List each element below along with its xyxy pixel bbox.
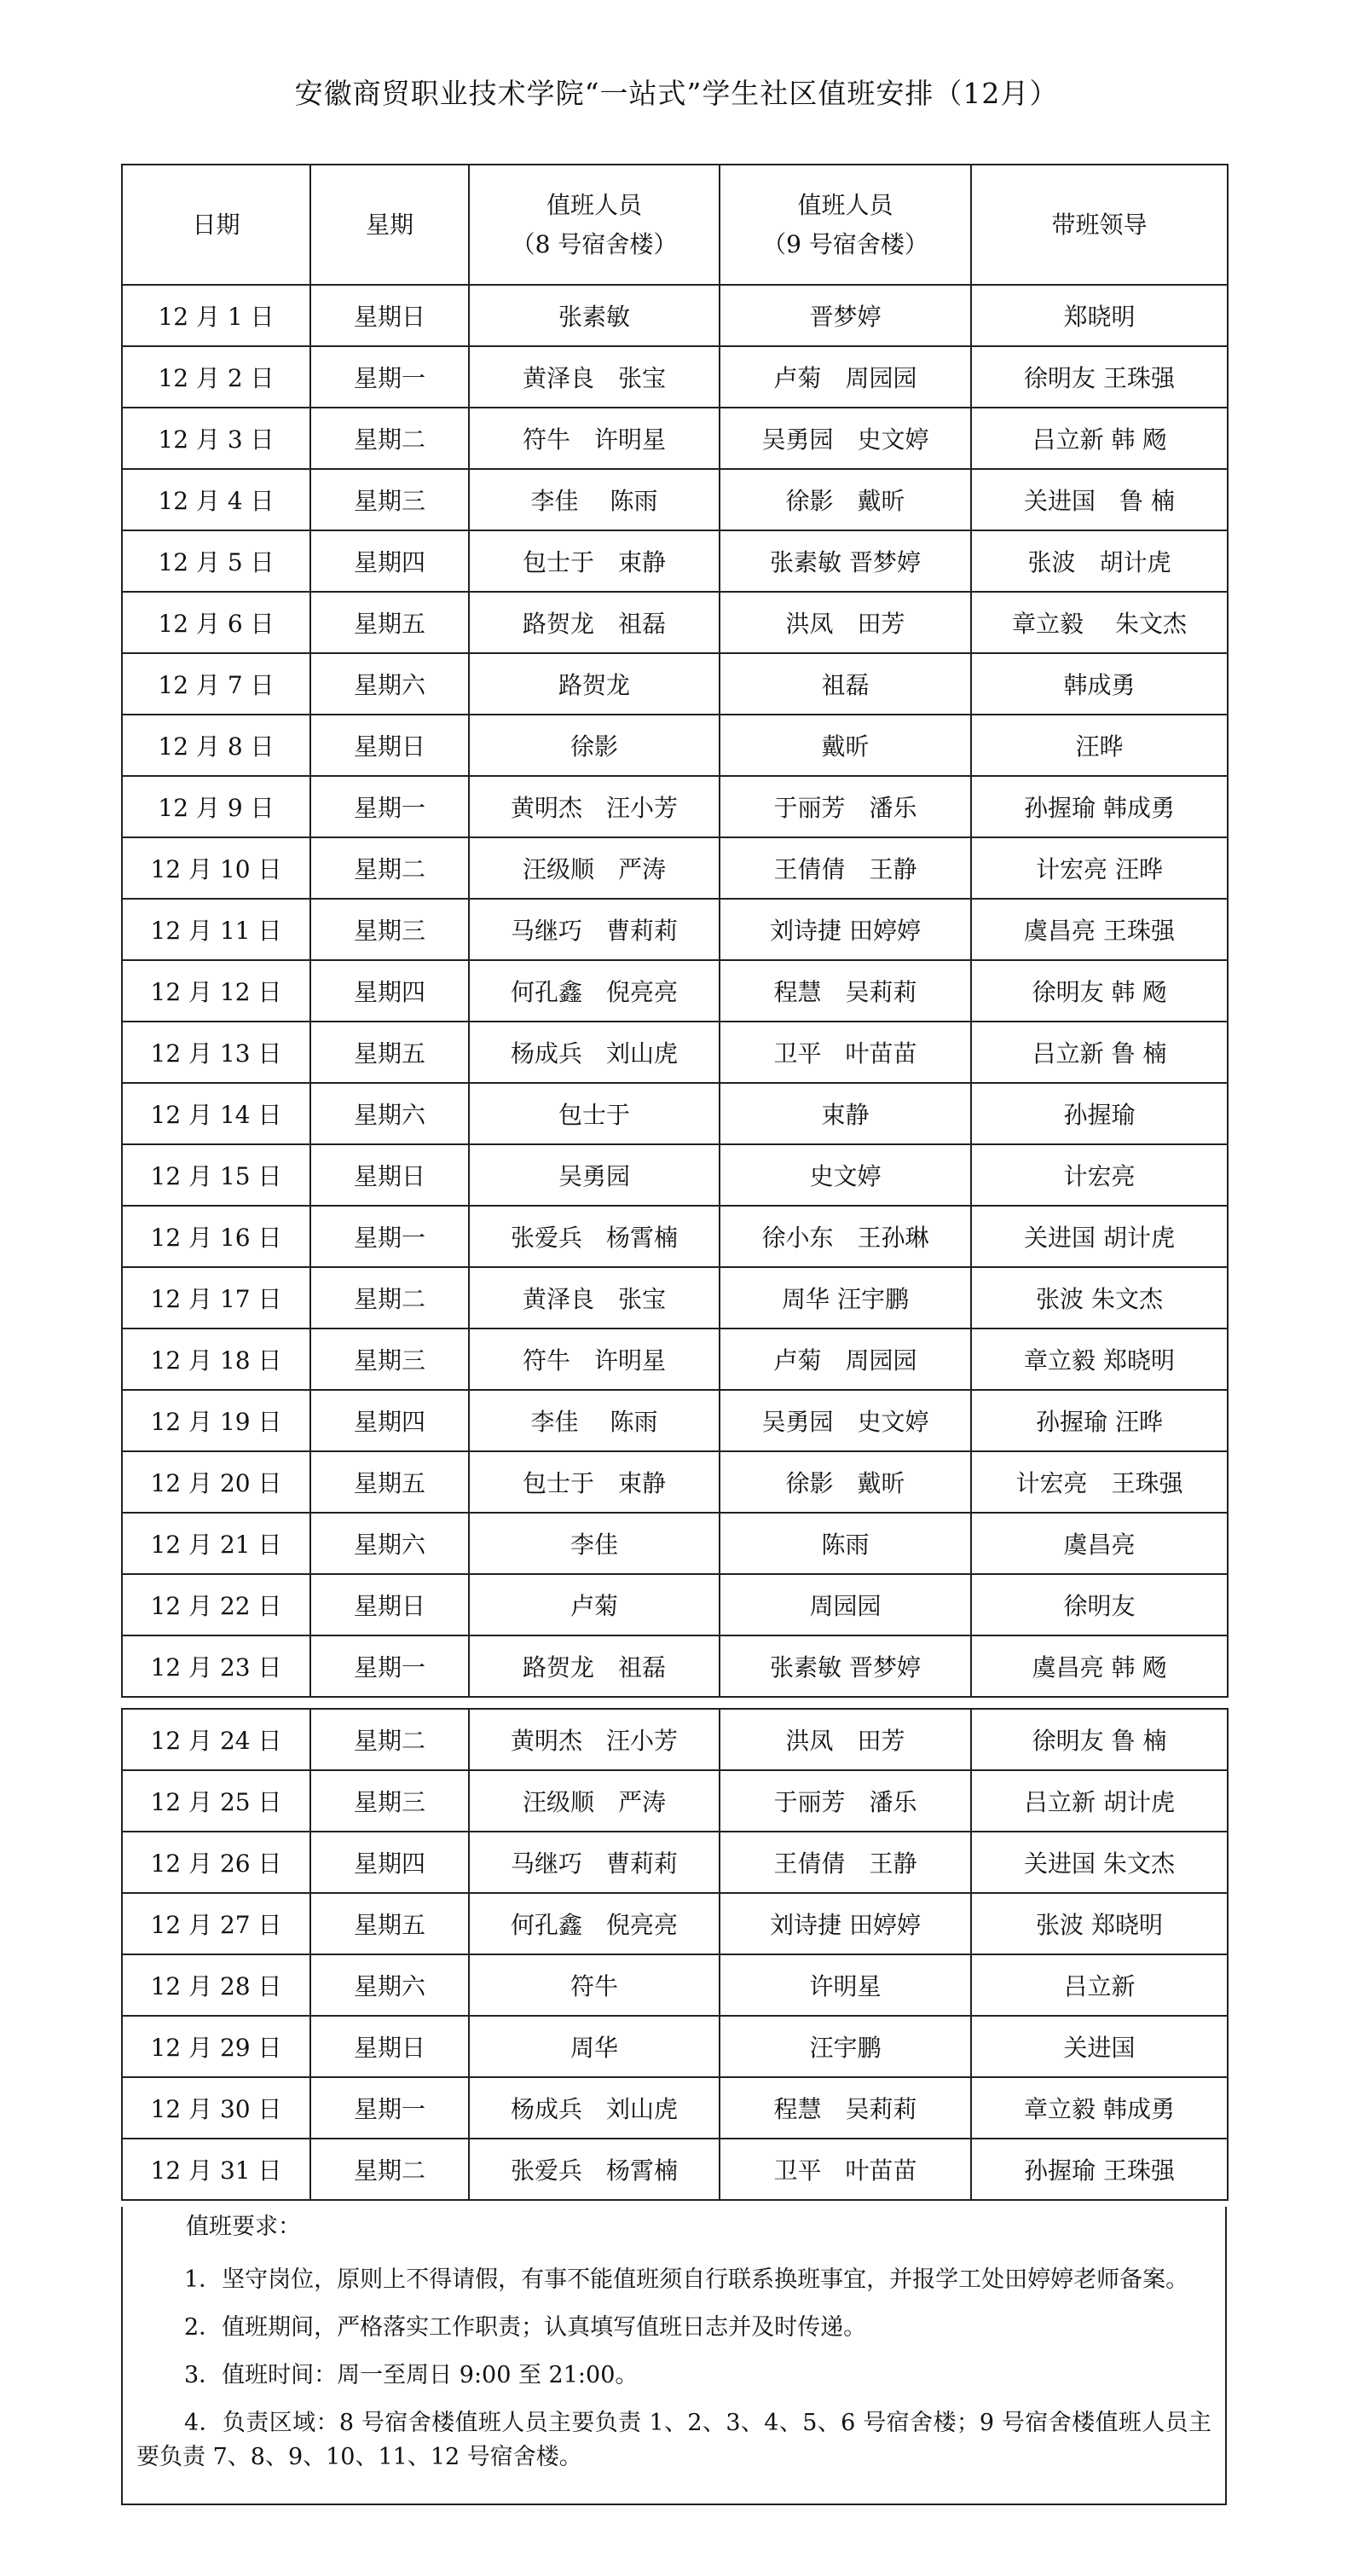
cell-leader: 关进国 朱文杰 <box>971 1832 1228 1893</box>
cell-date: 12 月 7 日 <box>122 653 310 715</box>
header-duty9-line2: （9 号宿舍楼） <box>762 229 928 258</box>
requirement-item-3: 3．值班时间：周一至周日 9:00 至 21:00。 <box>184 2362 639 2388</box>
cell-leader: 关进国 <box>971 2016 1228 2077</box>
cell-date: 12 月 4 日 <box>122 469 310 530</box>
cell-weekday: 星期日 <box>310 1144 469 1206</box>
cell-leader: 吕立新 <box>971 1954 1228 2016</box>
table-row <box>122 1022 1228 1083</box>
cell-duty-building-8: 何孔鑫 倪亮亮 <box>469 1893 720 1954</box>
cell-date: 12 月 29 日 <box>122 2016 310 2077</box>
cell-leader: 徐明友 鲁 楠 <box>971 1709 1228 1770</box>
cell-leader: 虞昌亮 <box>971 1513 1228 1574</box>
cell-duty-building-9: 于丽芳 潘乐 <box>720 776 971 837</box>
cell-duty-building-8: 李佳 <box>469 1513 720 1574</box>
cell-weekday: 星期日 <box>310 1574 469 1635</box>
cell-leader: 孙握瑜 韩成勇 <box>971 776 1228 837</box>
cell-duty-building-9: 洪凤 田芳 <box>720 1709 971 1770</box>
cell-date: 12 月 8 日 <box>122 715 310 776</box>
cell-weekday: 星期六 <box>310 1083 469 1144</box>
table-row <box>122 1832 1228 1893</box>
header-date: 日期 <box>122 165 310 285</box>
cell-duty-building-9: 汪宇鹏 <box>720 2016 971 2077</box>
cell-weekday: 星期一 <box>310 346 469 408</box>
cell-duty-building-9: 洪凤 田芳 <box>720 592 971 653</box>
cell-weekday: 星期一 <box>310 2077 469 2139</box>
cell-duty-building-9: 刘诗捷 田婷婷 <box>720 1893 971 1954</box>
cell-weekday: 星期五 <box>310 1451 469 1513</box>
cell-duty-building-8: 张素敏 <box>469 285 720 346</box>
cell-date: 12 月 23 日 <box>122 1635 310 1697</box>
cell-leader: 计宏亮 汪晔 <box>971 837 1228 899</box>
table-body-page1 <box>122 285 1228 1697</box>
cell-duty-building-9: 卢菊 周园园 <box>720 1329 971 1390</box>
cell-weekday: 星期四 <box>310 530 469 592</box>
table-row <box>122 899 1228 960</box>
cell-weekday: 星期三 <box>310 1329 469 1390</box>
cell-duty-building-9: 晋梦婷 <box>720 285 971 346</box>
duty-requirements <box>121 2207 1227 2505</box>
requirements-heading: 值班要求： <box>186 2214 301 2240</box>
cell-duty-building-8: 路贺龙 祖磊 <box>469 592 720 653</box>
cell-weekday: 星期六 <box>310 1513 469 1574</box>
cell-leader: 张波 胡计虎 <box>971 530 1228 592</box>
cell-date: 12 月 18 日 <box>122 1329 310 1390</box>
cell-weekday: 星期三 <box>310 469 469 530</box>
cell-date: 12 月 20 日 <box>122 1451 310 1513</box>
cell-date: 12 月 10 日 <box>122 837 310 899</box>
table-row <box>122 1144 1228 1206</box>
cell-duty-building-9: 刘诗捷 田婷婷 <box>720 899 971 960</box>
table-header-row <box>122 165 1228 285</box>
cell-date: 12 月 17 日 <box>122 1267 310 1329</box>
header-weekday: 星期 <box>310 165 469 285</box>
cell-date: 12 月 30 日 <box>122 2077 310 2139</box>
cell-date: 12 月 9 日 <box>122 776 310 837</box>
cell-leader: 虞昌亮 韩 飏 <box>971 1635 1228 1697</box>
table-row <box>122 2139 1228 2200</box>
cell-leader: 韩成勇 <box>971 653 1228 715</box>
cell-date: 12 月 25 日 <box>122 1770 310 1832</box>
table-row <box>122 1893 1228 1954</box>
cell-leader: 徐明友 <box>971 1574 1228 1635</box>
cell-leader: 孙握瑜 王珠强 <box>971 2139 1228 2200</box>
cell-duty-building-9: 周华 汪宇鹏 <box>720 1267 971 1329</box>
cell-weekday: 星期六 <box>310 653 469 715</box>
cell-weekday: 星期三 <box>310 1770 469 1832</box>
table-row <box>122 1574 1228 1635</box>
table-row <box>122 1267 1228 1329</box>
requirement-item-1: 1．坚守岗位，原则上不得请假，有事不能值班须自行联系换班事宜，并报学工处田婷婷老师备案。 <box>184 2266 1189 2293</box>
cell-weekday: 星期一 <box>310 776 469 837</box>
cell-date: 12 月 5 日 <box>122 530 310 592</box>
table-row <box>122 1329 1228 1390</box>
cell-duty-building-9: 程慧 吴莉莉 <box>720 960 971 1022</box>
table-row <box>122 1390 1228 1451</box>
cell-weekday: 星期日 <box>310 715 469 776</box>
cell-date: 12 月 31 日 <box>122 2139 310 2200</box>
table-row <box>122 346 1228 408</box>
cell-duty-building-8: 路贺龙 <box>469 653 720 715</box>
header-duty-building-9 <box>720 165 971 285</box>
document-title: 安徽商贸职业技术学院“一站式”学生社区值班安排（12月） <box>294 77 1059 110</box>
cell-date: 12 月 3 日 <box>122 408 310 469</box>
cell-duty-building-8: 杨成兵 刘山虎 <box>469 1022 720 1083</box>
cell-duty-building-8: 黄明杰 汪小芳 <box>469 776 720 837</box>
cell-date: 12 月 15 日 <box>122 1144 310 1206</box>
cell-weekday: 星期一 <box>310 1206 469 1267</box>
cell-duty-building-9: 史文婷 <box>720 1144 971 1206</box>
cell-duty-building-8: 符牛 许明星 <box>469 408 720 469</box>
cell-date: 12 月 22 日 <box>122 1574 310 1635</box>
cell-weekday: 星期四 <box>310 1390 469 1451</box>
cell-leader: 章立毅 朱文杰 <box>971 592 1228 653</box>
cell-duty-building-9: 徐小东 王孙琳 <box>720 1206 971 1267</box>
cell-date: 12 月 19 日 <box>122 1390 310 1451</box>
header-duty9-line1: 值班人员 <box>797 190 893 219</box>
cell-duty-building-8: 李佳 陈雨 <box>469 1390 720 1451</box>
table-row <box>122 1083 1228 1144</box>
cell-leader: 郑晓明 <box>971 285 1228 346</box>
cell-duty-building-8: 黄泽良 张宝 <box>469 346 720 408</box>
cell-duty-building-9: 卫平 叶苗苗 <box>720 1022 971 1083</box>
header-duty8-line1: 值班人员 <box>546 190 642 219</box>
table-row <box>122 408 1228 469</box>
cell-duty-building-8: 汪级顺 严涛 <box>469 837 720 899</box>
cell-duty-building-9: 卫平 叶苗苗 <box>720 2139 971 2200</box>
cell-date: 12 月 11 日 <box>122 899 310 960</box>
table-row <box>122 960 1228 1022</box>
cell-weekday: 星期六 <box>310 1954 469 2016</box>
cell-leader: 徐明友 王珠强 <box>971 346 1228 408</box>
cell-duty-building-8: 马继巧 曹莉莉 <box>469 899 720 960</box>
cell-duty-building-8: 卢菊 <box>469 1574 720 1635</box>
cell-duty-building-9: 张素敏 晋梦婷 <box>720 530 971 592</box>
table-row <box>122 285 1228 346</box>
table-row <box>122 653 1228 715</box>
cell-weekday: 星期二 <box>310 408 469 469</box>
cell-leader: 关进国 胡计虎 <box>971 1206 1228 1267</box>
cell-date: 12 月 16 日 <box>122 1206 310 1267</box>
cell-leader: 关进国 鲁 楠 <box>971 469 1228 530</box>
cell-date: 12 月 2 日 <box>122 346 310 408</box>
table-row <box>122 1451 1228 1513</box>
cell-leader: 吕立新 胡计虎 <box>971 1770 1228 1832</box>
table-body-page2 <box>122 1709 1228 2200</box>
cell-date: 12 月 12 日 <box>122 960 310 1022</box>
table-row <box>122 1709 1228 1770</box>
cell-date: 12 月 13 日 <box>122 1022 310 1083</box>
cell-weekday: 星期五 <box>310 1893 469 1954</box>
cell-weekday: 星期三 <box>310 899 469 960</box>
cell-duty-building-8: 符牛 许明星 <box>469 1329 720 1390</box>
table-row <box>122 1513 1228 1574</box>
cell-duty-building-9: 束静 <box>720 1083 971 1144</box>
cell-duty-building-8: 路贺龙 祖磊 <box>469 1635 720 1697</box>
cell-duty-building-8: 汪级顺 严涛 <box>469 1770 720 1832</box>
cell-weekday: 星期五 <box>310 1022 469 1083</box>
cell-duty-building-9: 程慧 吴莉莉 <box>720 2077 971 2139</box>
table-row <box>122 1770 1228 1832</box>
cell-duty-building-8: 符牛 <box>469 1954 720 2016</box>
cell-duty-building-8: 周华 <box>469 2016 720 2077</box>
cell-duty-building-8: 马继巧 曹莉莉 <box>469 1832 720 1893</box>
cell-leader: 孙握瑜 汪晔 <box>971 1390 1228 1451</box>
cell-duty-building-9: 卢菊 周园园 <box>720 346 971 408</box>
cell-weekday: 星期二 <box>310 2139 469 2200</box>
cell-date: 12 月 21 日 <box>122 1513 310 1574</box>
header-leader: 带班领导 <box>971 165 1228 285</box>
cell-duty-building-9: 张素敏 晋梦婷 <box>720 1635 971 1697</box>
table-row <box>122 2077 1228 2139</box>
cell-date: 12 月 24 日 <box>122 1709 310 1770</box>
cell-leader: 汪晔 <box>971 715 1228 776</box>
cell-duty-building-8: 张爱兵 杨霄楠 <box>469 2139 720 2200</box>
header-duty-building-8 <box>469 165 720 285</box>
cell-duty-building-9: 王倩倩 王静 <box>720 837 971 899</box>
header-duty8-line2: （8 号宿舍楼） <box>511 229 678 258</box>
cell-duty-building-9: 于丽芳 潘乐 <box>720 1770 971 1832</box>
cell-date: 12 月 26 日 <box>122 1832 310 1893</box>
requirement-item-2: 2．值班期间，严格落实工作职责；认真填写值班日志并及时传递。 <box>184 2314 867 2341</box>
table-row <box>122 592 1228 653</box>
cell-duty-building-9: 徐影 戴昕 <box>720 469 971 530</box>
cell-duty-building-8: 何孔鑫 倪亮亮 <box>469 960 720 1022</box>
cell-duty-building-9: 周园园 <box>720 1574 971 1635</box>
cell-date: 12 月 1 日 <box>122 285 310 346</box>
cell-leader: 徐明友 韩 飏 <box>971 960 1228 1022</box>
cell-duty-building-8: 杨成兵 刘山虎 <box>469 2077 720 2139</box>
cell-duty-building-9: 陈雨 <box>720 1513 971 1574</box>
cell-duty-building-9: 吴勇园 史文婷 <box>720 408 971 469</box>
cell-duty-building-8: 黄明杰 汪小芳 <box>469 1709 720 1770</box>
table-row <box>122 469 1228 530</box>
cell-leader: 章立毅 郑晓明 <box>971 1329 1228 1390</box>
table-row <box>122 530 1228 592</box>
cell-duty-building-9: 祖磊 <box>720 653 971 715</box>
table-row <box>122 1635 1228 1697</box>
cell-duty-building-8: 徐影 <box>469 715 720 776</box>
cell-duty-building-8: 张爱兵 杨霄楠 <box>469 1206 720 1267</box>
table-row <box>122 2016 1228 2077</box>
cell-weekday: 星期二 <box>310 837 469 899</box>
cell-duty-building-8: 黄泽良 张宝 <box>469 1267 720 1329</box>
cell-duty-building-9: 戴昕 <box>720 715 971 776</box>
cell-leader: 计宏亮 王珠强 <box>971 1451 1228 1513</box>
cell-date: 12 月 28 日 <box>122 1954 310 2016</box>
table-row <box>122 715 1228 776</box>
cell-weekday: 星期二 <box>310 1267 469 1329</box>
cell-weekday: 星期日 <box>310 2016 469 2077</box>
cell-duty-building-8: 包士于 束静 <box>469 530 720 592</box>
cell-leader: 张波 郑晓明 <box>971 1893 1228 1954</box>
cell-duty-building-9: 吴勇园 史文婷 <box>720 1390 971 1451</box>
cell-weekday: 星期四 <box>310 960 469 1022</box>
cell-duty-building-8: 包士于 <box>469 1083 720 1144</box>
cell-weekday: 星期四 <box>310 1832 469 1893</box>
cell-leader: 计宏亮 <box>971 1144 1228 1206</box>
cell-duty-building-9: 许明星 <box>720 1954 971 2016</box>
cell-duty-building-8: 包士于 束静 <box>469 1451 720 1513</box>
cell-date: 12 月 27 日 <box>122 1893 310 1954</box>
cell-duty-building-8: 吴勇园 <box>469 1144 720 1206</box>
cell-weekday: 星期五 <box>310 592 469 653</box>
table-row <box>122 1206 1228 1267</box>
table-row <box>122 1954 1228 2016</box>
cell-leader: 张波 朱文杰 <box>971 1267 1228 1329</box>
cell-leader: 孙握瑜 <box>971 1083 1228 1144</box>
duty-schedule-table <box>121 164 1229 1698</box>
cell-duty-building-9: 徐影 戴昕 <box>720 1451 971 1513</box>
cell-date: 12 月 14 日 <box>122 1083 310 1144</box>
duty-schedule-table-continued <box>121 1708 1229 2201</box>
cell-weekday: 星期二 <box>310 1709 469 1770</box>
cell-leader: 吕立新 鲁 楠 <box>971 1022 1228 1083</box>
table-row <box>122 776 1228 837</box>
cell-leader: 吕立新 韩 飏 <box>971 408 1228 469</box>
cell-weekday: 星期日 <box>310 285 469 346</box>
cell-date: 12 月 6 日 <box>122 592 310 653</box>
requirement-item-4: 4．负责区域：8 号宿舍楼值班人员主要负责 1、2、3、4、5、6 号宿舍楼；9 号宿舍楼值班人员主要负责 7、8、9、10、11、12 号宿舍楼。 <box>136 2410 1211 2470</box>
table-row <box>122 837 1228 899</box>
cell-leader: 章立毅 韩成勇 <box>971 2077 1228 2139</box>
cell-duty-building-9: 王倩倩 王静 <box>720 1832 971 1893</box>
cell-weekday: 星期一 <box>310 1635 469 1697</box>
cell-leader: 虞昌亮 王珠强 <box>971 899 1228 960</box>
cell-duty-building-8: 李佳 陈雨 <box>469 469 720 530</box>
